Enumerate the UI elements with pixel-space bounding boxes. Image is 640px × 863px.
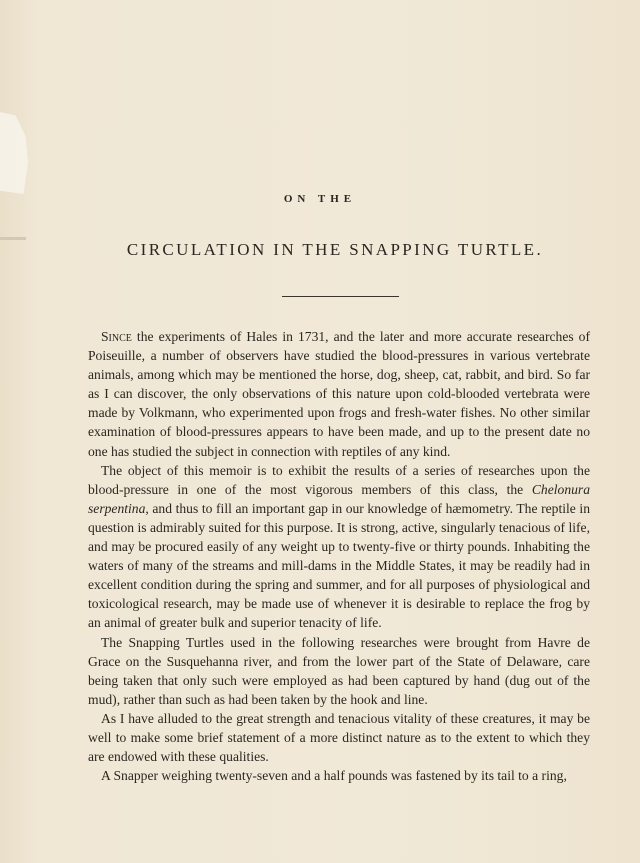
paragraph-5 — [88, 766, 590, 785]
body-text — [88, 327, 590, 785]
page-title: CIRCULATION IN THE SNAPPING TURTLE. — [126, 240, 544, 259]
paper-scrap — [0, 112, 28, 194]
paragraph-text: , and thus to fill an important gap in our knowledge of hæmometry. The reptile in question is admirably suited for this purpose. It is strong, active, singularly tenacious of life, and may be procured easily of any weight up to twenty-five or thirty pounds. Inhabiting the waters of many of the streams and mill-dams in the Middle States, it may be readily had in excellent condition during the spring and summer, and for all purposes of physiological and toxicological research, may be made use of whenever it is desirable to replace the frog by an animal of greater bulk and superior tenacity of life. — [88, 500, 590, 631]
paragraph-3 — [88, 633, 590, 709]
paragraph-4 — [88, 709, 590, 766]
paragraph-2 — [88, 461, 590, 633]
paragraph-text: A Snapper weighing twenty-seven and a half pounds was fastened by its tail to a ring, — [101, 768, 567, 784]
species-name: Chelonura serpentina — [88, 481, 590, 516]
drop-word: Since — [101, 329, 132, 344]
paragraph-text: The object of this memoir is to exhibit the results of a series of researches upon the blood-pressure in one of the most vigorous members of this class, the — [88, 462, 590, 497]
paragraph-text: The Snapping Turtles used in the following researches were brought from Havre de Grace on the Susquehanna river, and from the lower part of the State of Delaware, care being taken that only such were employed as had been captured by hand (dug out of the mud), rather than such as had been taken by the hook and line. — [88, 634, 590, 707]
paragraph-text: the experiments of Hales in 1731, and the later and more accurate researches of Poiseuille, a number of observers have studied the blood-pressures in various vertebrate animals, among which may be mentioned the horse, dog, sheep, cat, rabbit, and bird. So far as I can discover, the only observations of this nature upon cold-blooded vertebrata were made by Volkmann, who experimented upon frogs and fresh-water fishes. No other similar examination of blood-pressures appears to have been made, and up to the present date no one has studied the subject in connection with reptiles of any kind. — [88, 329, 590, 459]
paragraph-text: As I have alluded to the great strength and tenacious vitality of these creatures, it may be well to make some brief statement of a more distinct nature as to the extent to which they are endowed with these qualities. — [88, 710, 590, 765]
title-divider — [282, 296, 399, 297]
section-preheading: ON THE — [283, 193, 357, 205]
paragraph-1 — [88, 327, 590, 461]
